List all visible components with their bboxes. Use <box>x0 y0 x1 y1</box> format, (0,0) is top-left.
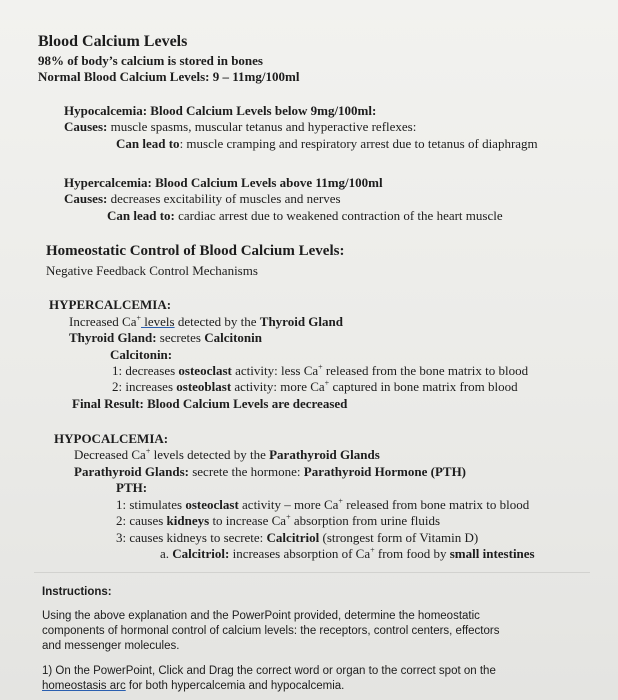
hyper-line-5: 2: increases osteoblast activity: more Ca+ captured in bone matrix from blood <box>112 378 518 394</box>
hypercalcemia-causes: Causes: decreases excitability of muscles and nerves <box>64 191 341 206</box>
hypocalcemia-section-heading: HYPOCALCEMIA: <box>54 431 169 446</box>
calcium-storage-line: 98% of body’s calcium is stored in bones <box>38 53 263 68</box>
hyper-line-2: Thyroid Gland: secretes Calcitonin <box>69 330 262 345</box>
hyper-line-4: 1: decreases osteoclast activity: less Ca+ released from the bone matrix to blood <box>112 362 529 378</box>
hypercalcemia-lead-to: Can lead to: cardiac arrest due to weakened contraction of the heart muscle <box>107 208 503 223</box>
hypo-line-2: Parathyroid Glands: secrete the hormone: Parathyroid Hormone (PTH) <box>74 464 467 479</box>
instructions-p1-line2: components of hormonal control of calcium levels: the receptors, control centers, effectors <box>42 625 500 637</box>
hypo-line-5: 2: causes kidneys to increase Ca+ absorption from urine fluids <box>116 512 441 528</box>
hyper-final-result: Final Result: Blood Calcium Levels are decreased <box>72 396 348 411</box>
calcitonin-label: Calcitonin: <box>110 347 173 362</box>
hypo-line-7: a. Calcitriol: increases absorption of Ca+ from food by small intestines <box>160 545 535 561</box>
normal-levels-line: Normal Blood Calcium Levels: 9 – 11mg/100ml <box>38 69 300 84</box>
hypocalcemia-lead-to: Can lead to: muscle cramping and respiratory arrest due to tetanus of diaphragm <box>116 136 538 151</box>
hypocalcemia-heading: Hypocalcemia: Blood Calcium Levels below 9mg/100ml: <box>64 103 377 118</box>
instructions-p2-line2: homeostasis arc for both hypercalcemia and hypocalcemia. <box>42 680 345 692</box>
section-divider <box>34 572 590 573</box>
hypercalcemia-section-heading: HYPERCALCEMIA: <box>49 297 172 312</box>
instructions-p1-line1: Using the above explanation and the PowerPoint provided, determine the homeostatic <box>42 610 480 622</box>
homeostasis-arc-link[interactable]: homeostasis arc <box>42 680 126 692</box>
hypo-line-6: 3: causes kidneys to secrete: Calcitriol (strongest form of Vitamin D) <box>116 530 479 545</box>
levels-link[interactable]: levels <box>141 314 175 329</box>
page-title: Blood Calcium Levels <box>38 33 188 50</box>
pth-label: PTH: <box>116 480 148 495</box>
hypo-line-1: Decreased Ca+ levels detected by the Parathyroid Glands <box>74 446 380 462</box>
homeostatic-subheading: Negative Feedback Control Mechanisms <box>46 263 258 278</box>
homeostatic-heading: Homeostatic Control of Blood Calcium Levels: <box>46 243 345 259</box>
hyper-line-1: Increased Ca+ levels detected by the Thyroid Gland <box>69 313 343 329</box>
instructions-p1-line3: and messenger molecules. <box>42 640 180 652</box>
instructions-heading: Instructions: <box>42 586 112 598</box>
hypo-line-4: 1: stimulates osteoclast activity – more Ca+ released from bone matrix to blood <box>116 496 530 512</box>
hypocalcemia-causes: Causes: muscle spasms, muscular tetanus and hyperactive reflexes: <box>64 119 417 134</box>
hypercalcemia-heading: Hypercalcemia: Blood Calcium Levels above 11mg/100ml <box>64 175 383 190</box>
instructions-p2-line1: 1) On the PowerPoint, Click and Drag the correct word or organ to the correct spot on the <box>42 665 496 677</box>
